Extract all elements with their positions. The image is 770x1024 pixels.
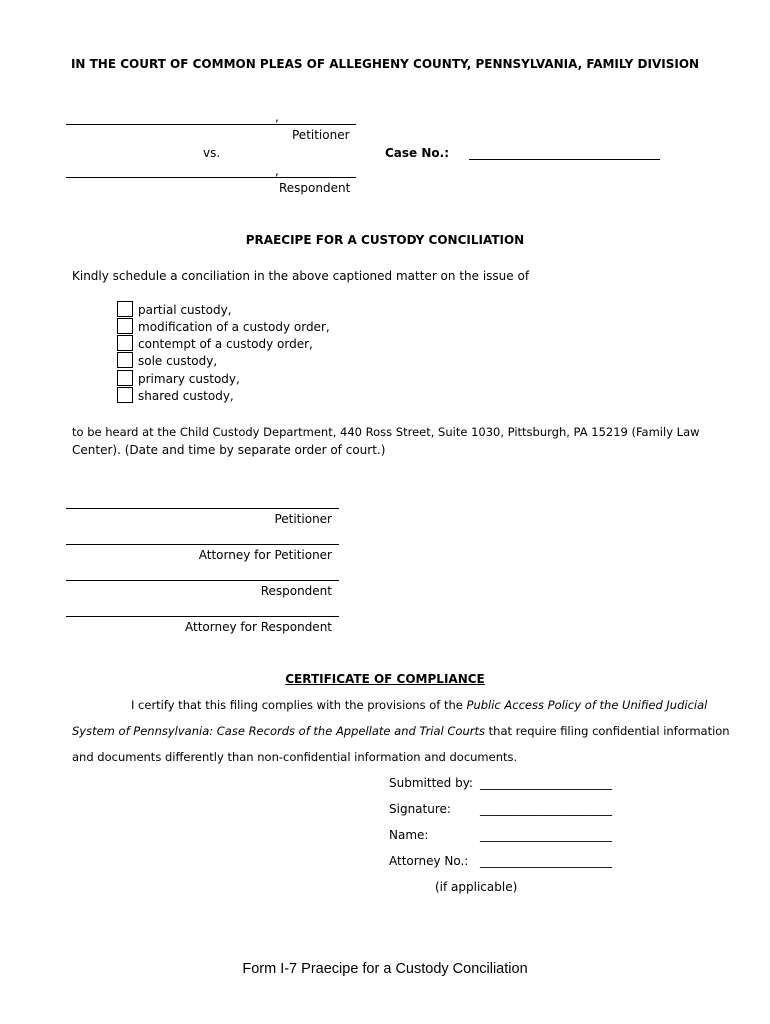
option-label: sole custody, <box>138 354 218 368</box>
name-label: Name: <box>389 828 429 842</box>
respondent-label: Respondent <box>279 181 351 195</box>
case-no-line[interactable] <box>469 159 660 160</box>
case-no-label: Case No.: <box>385 146 450 160</box>
checkbox-modification[interactable] <box>117 318 133 334</box>
signature-label: Signature: <box>389 802 451 816</box>
petitioner-signature-line[interactable] <box>66 508 339 509</box>
signature-label-attorney-respondent: Attorney for Respondent <box>185 620 332 634</box>
checkbox-shared-custody[interactable] <box>117 387 133 403</box>
signature-label-respondent: Respondent <box>260 584 332 598</box>
petitioner-name-line[interactable] <box>66 124 356 125</box>
petitioner-comma: , <box>275 110 279 124</box>
certificate-line2: System of Pennsylvania: Case Records of the Appellate and Trial Courts that require filing confidential information <box>72 724 730 738</box>
option-label: contempt of a custody order, <box>138 337 313 351</box>
option-label: shared custody, <box>138 389 234 403</box>
petitioner-label: Petitioner <box>292 128 350 142</box>
intro-text: Kindly schedule a conciliation in the above captioned matter on the issue of <box>72 269 530 283</box>
submitted-by-label: Submitted by: <box>389 776 473 790</box>
attorney-no-label: Attorney No.: <box>389 854 469 868</box>
signature-label-attorney-petitioner: Attorney for Petitioner <box>198 548 332 562</box>
respondent-name-line[interactable] <box>66 177 356 178</box>
certificate-title: CERTIFICATE OF COMPLIANCE <box>285 672 485 686</box>
respondent-signature-line[interactable] <box>66 580 339 581</box>
attorney-respondent-signature-line[interactable] <box>66 616 339 617</box>
submitted-by-field[interactable]: ______________________ <box>480 776 612 790</box>
certificate-line1: I certify that this filing complies with the provisions of the Public Access Policy of the Unified Judicial <box>131 698 708 712</box>
location-text-line1: to be heard at the Child Custody Department, 440 Ross Street, Suite 1030, Pittsburgh, PA 15219 (Family Law <box>72 425 700 439</box>
location-text-line2: Center). (Date and time by separate order of court.) <box>72 443 386 457</box>
form-footer: Form I-7 Praecipe for a Custody Conciliation <box>242 961 528 977</box>
attorney-petitioner-signature-line[interactable] <box>66 544 339 545</box>
checkbox-primary-custody[interactable] <box>117 370 133 386</box>
if-applicable-note: (if applicable) <box>435 880 518 894</box>
option-label: primary custody, <box>138 372 240 386</box>
praecipe-title: PRAECIPE FOR A CUSTODY CONCILIATION <box>245 233 525 247</box>
signature-field[interactable]: ______________________ <box>480 802 612 816</box>
certificate-line3: and documents differently than non-confidential information and documents. <box>72 750 518 764</box>
option-label: modification of a custody order, <box>138 320 330 334</box>
name-field[interactable]: ______________________ <box>480 828 612 842</box>
option-label: partial custody, <box>138 303 232 317</box>
court-header: IN THE COURT OF COMMON PLEAS OF ALLEGHENY COUNTY, PENNSYLVANIA, FAMILY DIVISION <box>70 57 700 71</box>
checkbox-contempt[interactable] <box>117 335 133 351</box>
checkbox-partial-custody[interactable] <box>117 301 133 317</box>
checkbox-sole-custody[interactable] <box>117 352 133 368</box>
attorney-no-field[interactable]: ______________________ <box>480 854 612 868</box>
respondent-comma: , <box>275 164 279 178</box>
vs-label: vs. <box>203 146 221 160</box>
signature-label-petitioner: Petitioner <box>274 512 332 526</box>
